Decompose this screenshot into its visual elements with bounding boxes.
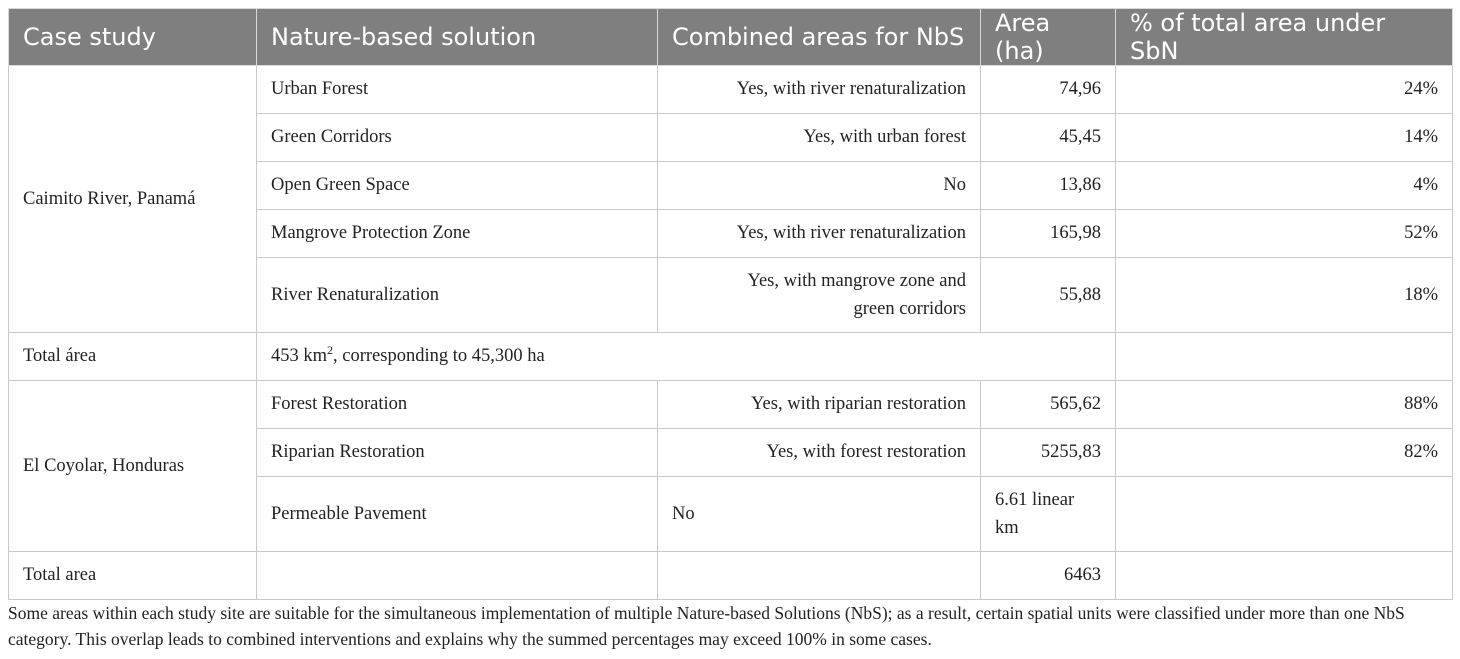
combined-cell: No [658,162,981,210]
percent-cell: 88% [1116,381,1453,429]
total-label: Total area [9,552,257,600]
header-area: Area (ha) [981,9,1116,66]
solution-cell: Urban Forest [257,66,658,114]
table-row [9,66,1453,114]
area-line: 6.61 linear [995,490,1075,510]
percent-cell: 18% [1116,258,1453,333]
solution-cell: Forest Restoration [257,381,658,429]
combined-cell: Yes, with riparian restoration [658,381,981,429]
combined-cell: Yes, with river renaturalization [658,210,981,258]
solution-cell: Permeable Pavement [257,477,658,552]
percent-cell: 14% [1116,114,1453,162]
area-cell: 55,88 [981,258,1116,333]
area-cell: 165,98 [981,210,1116,258]
area-cell: 45,45 [981,114,1116,162]
solution-cell: River Renaturalization [257,258,658,333]
header-row [9,9,1453,66]
case-study-caimito: Caimito River, Panamá [9,66,257,333]
area-cell: 74,96 [981,66,1116,114]
combined-cell: Yes, with forest restoration [658,429,981,477]
combined-cell: Yes, with river renaturalization [658,66,981,114]
total-value-prefix: 453 km [271,346,328,366]
total-row-coyolar [9,552,1453,600]
total-value [257,333,1116,381]
combined-cell [658,258,981,333]
percent-cell: 4% [1116,162,1453,210]
table-footnote: Some areas within each study site are suitable for the simultaneous implementation of multiple Nature-based Solutions (NbS); as a result, certain spatial units were classified under more than one NbS category. This overlap leads to combined interventions and explains why the summed percentages may exceed 100% in some cases. [8,603,1405,649]
solution-cell: Green Corridors [257,114,658,162]
table-row [9,381,1453,429]
empty-cell [658,552,981,600]
empty-cell [257,552,658,600]
area-cell: 13,86 [981,162,1116,210]
total-label: Total área [9,333,257,381]
total-value-suffix: , corresponding to 45,300 ha [333,346,545,366]
total-value-sup: 2 [327,342,334,357]
area-line: km [995,518,1019,538]
percent-cell [1116,477,1453,552]
area-cell: 5255,83 [981,429,1116,477]
nbs-table [8,8,1453,600]
solution-cell: Riparian Restoration [257,429,658,477]
combined-cell: No [658,477,981,552]
solution-cell: Open Green Space [257,162,658,210]
total-value: 6463 [981,552,1116,600]
header-nature-based-solution: Nature-based solution [257,9,658,66]
area-cell [981,477,1116,552]
empty-cell [1116,333,1453,381]
total-row-caimito [9,333,1453,381]
case-study-coyolar: El Coyolar, Honduras [9,381,257,552]
combined-cell: Yes, with urban forest [658,114,981,162]
header-combined-areas: Combined areas for NbS [658,9,981,66]
combined-line: green corridors [853,299,966,319]
percent-cell: 82% [1116,429,1453,477]
table-container [8,8,1452,600]
percent-cell: 24% [1116,66,1453,114]
header-case-study: Case study [9,9,257,66]
solution-cell: Mangrove Protection Zone [257,210,658,258]
combined-line: Yes, with mangrove zone and [747,271,966,291]
area-cell: 565,62 [981,381,1116,429]
header-percent-total: % of total area under SbN [1116,9,1453,66]
empty-cell [1116,552,1453,600]
percent-cell: 52% [1116,210,1453,258]
